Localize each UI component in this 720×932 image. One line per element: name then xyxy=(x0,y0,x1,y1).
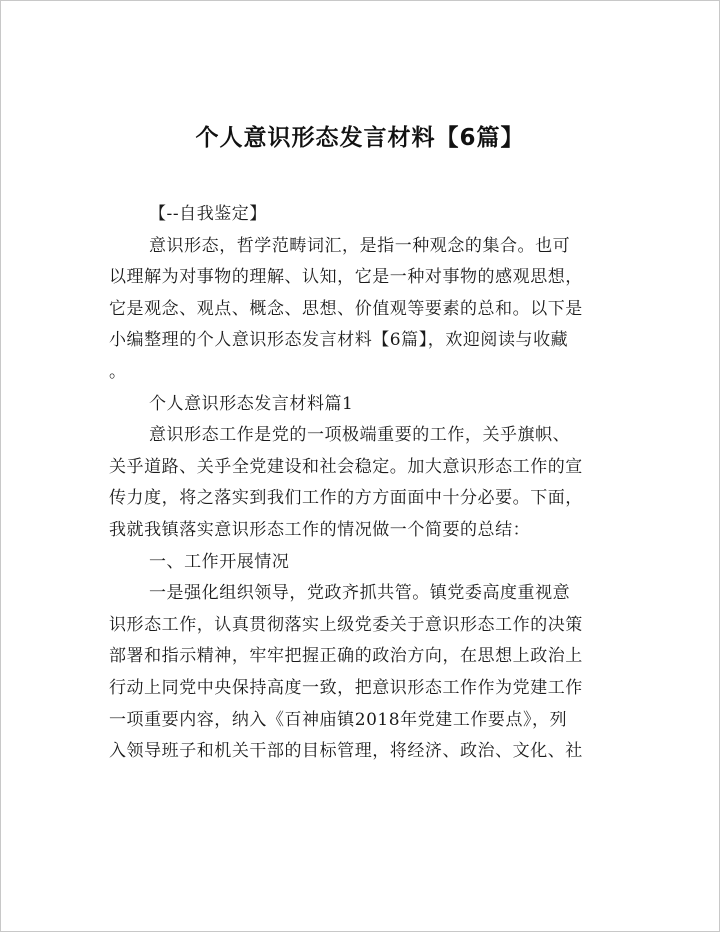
paragraph-line: 识形态工作，认真贯彻落实上级党委关于意识形态工作的决策 xyxy=(109,614,583,635)
paragraph-line: 一项重要内容，纳入《百神庙镇2018年党建工作要点》，列 xyxy=(109,709,568,730)
paragraph-line: 我就我镇落实意识形态工作的情况做一个简要的总结： xyxy=(109,519,531,540)
paragraph-line: 意识形态，哲学范畴词汇，是指一种观念的集合。也可 xyxy=(149,235,571,256)
paragraph-line: 一是强化组织领导，党政齐抓共管。镇党委高度重视意 xyxy=(149,583,571,604)
paragraph-line: 关乎道路、关乎全党建设和社会稳定。加大意识形态工作的宣 xyxy=(109,456,583,477)
section-heading: 一、工作开展情况 xyxy=(149,551,290,572)
paragraph-line: 部署和指示精神，牢牢把握正确的政治方向，在思想上政治上 xyxy=(109,646,583,667)
paragraph-line: 小编整理的个人意识形态发言材料【6篇】，欢迎阅读与收藏 xyxy=(109,330,569,351)
paragraph-line: 传力度，将之落实到我们工作的方方面面中十分必要。下面， xyxy=(109,488,583,509)
paragraph-line: 【--自我鉴定】 xyxy=(149,204,267,224)
paragraph-line: 意识形态工作是党的一项极端重要的工作，关乎旗帜、 xyxy=(149,425,571,446)
paragraph-line: 以理解为对事物的理解、认知，它是一种对事物的感观思想， xyxy=(109,267,583,288)
paragraph-line: 行动上同党中央保持高度一致，把意识形态工作作为党建工作 xyxy=(109,677,583,698)
document-body xyxy=(109,199,617,768)
section-heading: 个人意识形态发言材料篇1 xyxy=(149,393,354,414)
document-title: 个人意识形态发言材料【6篇】 xyxy=(195,125,525,151)
paragraph-line: 入领导班子和机关干部的目标管理，将经济、政治、文化、社 xyxy=(109,741,583,762)
paragraph-line: 它是观念、观点、概念、思想、价值观等要素的总和。以下是 xyxy=(109,298,583,319)
paragraph-line: 。 xyxy=(109,361,127,382)
